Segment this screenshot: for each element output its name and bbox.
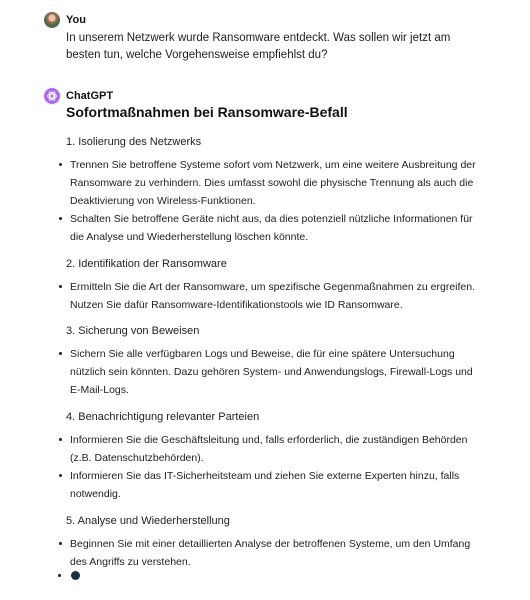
section-title: 2. Identifikation der Ransomware (66, 258, 227, 270)
section-title: 3. Sicherung von Beweisen (66, 325, 200, 337)
bullet-list (66, 156, 476, 246)
list-item: Schalten Sie betroffene Geräte nicht aus, da dies potenziell nützliche Informationen für die Analyse und Wiederherstellung löschen könnte. (66, 210, 476, 246)
list-item: Informieren Sie das IT-Sicherheitsteam und ziehen Sie externe Experten hinzu, falls notwendig. (66, 467, 476, 503)
list-item: Beginnen Sie mit einer detaillierten Analyse der betroffenen Systeme, um den Umfang des Angriffs zu verstehen. (66, 535, 476, 571)
chatgpt-logo-icon (44, 88, 60, 104)
openai-knot-icon (46, 90, 58, 102)
bullet-list (66, 345, 476, 399)
bullet-list (66, 278, 476, 314)
section-title: 4. Benachrichtigung relevanter Parteien (66, 411, 260, 423)
list-item: Sichern Sie alle verfügbaren Logs und Beweise, die für eine spätere Untersuchung nützlich sein könnten. Dazu gehören System- und Anwendungslogs, Firewall-Logs und E-Mail-Logs. (66, 345, 476, 399)
response-heading: Sofortmaßnahmen bei Ransomware-Befall (66, 104, 348, 120)
user-name: You (66, 14, 86, 26)
bullet-list (66, 431, 476, 503)
section-identification (66, 256, 476, 314)
section-analysis (66, 513, 476, 571)
section-evidence (66, 323, 476, 399)
assistant-name: ChatGPT (66, 90, 114, 102)
list-item: Informieren Sie die Geschäftsleitung und, falls erforderlich, die zuständigen Behörden (z.B. Datenschutzbehörden). (66, 431, 476, 467)
streaming-indicator (58, 570, 88, 582)
section-title: 1. Isolierung des Netzwerks (66, 136, 202, 148)
user-avatar (44, 12, 60, 28)
section-title: 5. Analyse und Wiederherstellung (66, 515, 230, 527)
list-item: Ermitteln Sie die Art der Ransomware, um spezifische Gegenmaßnahmen zu ergreifen. Nutzen Sie dafür Ransomware-Identifikationstools wie ID Ransomware. (66, 278, 476, 314)
section-isolation (66, 134, 476, 246)
user-message: In unserem Netzwerk wurde Ransomware entdeckt. Was sollen wir jetzt am besten tun, welche Vorgehensweise empfiehlst du? (66, 32, 451, 61)
streaming-cursor-icon (71, 571, 80, 580)
bullet-list (66, 535, 476, 571)
bullet-marker (58, 574, 61, 577)
list-item: Trennen Sie betroffene Systeme sofort vom Netzwerk, um eine weitere Ausbreitung der Ransomware zu verhindern. Dies umfasst sowohl die physische Trennung als auch die Deaktivierung von Wireless-Funktionen. (66, 156, 476, 210)
section-notification (66, 409, 476, 503)
